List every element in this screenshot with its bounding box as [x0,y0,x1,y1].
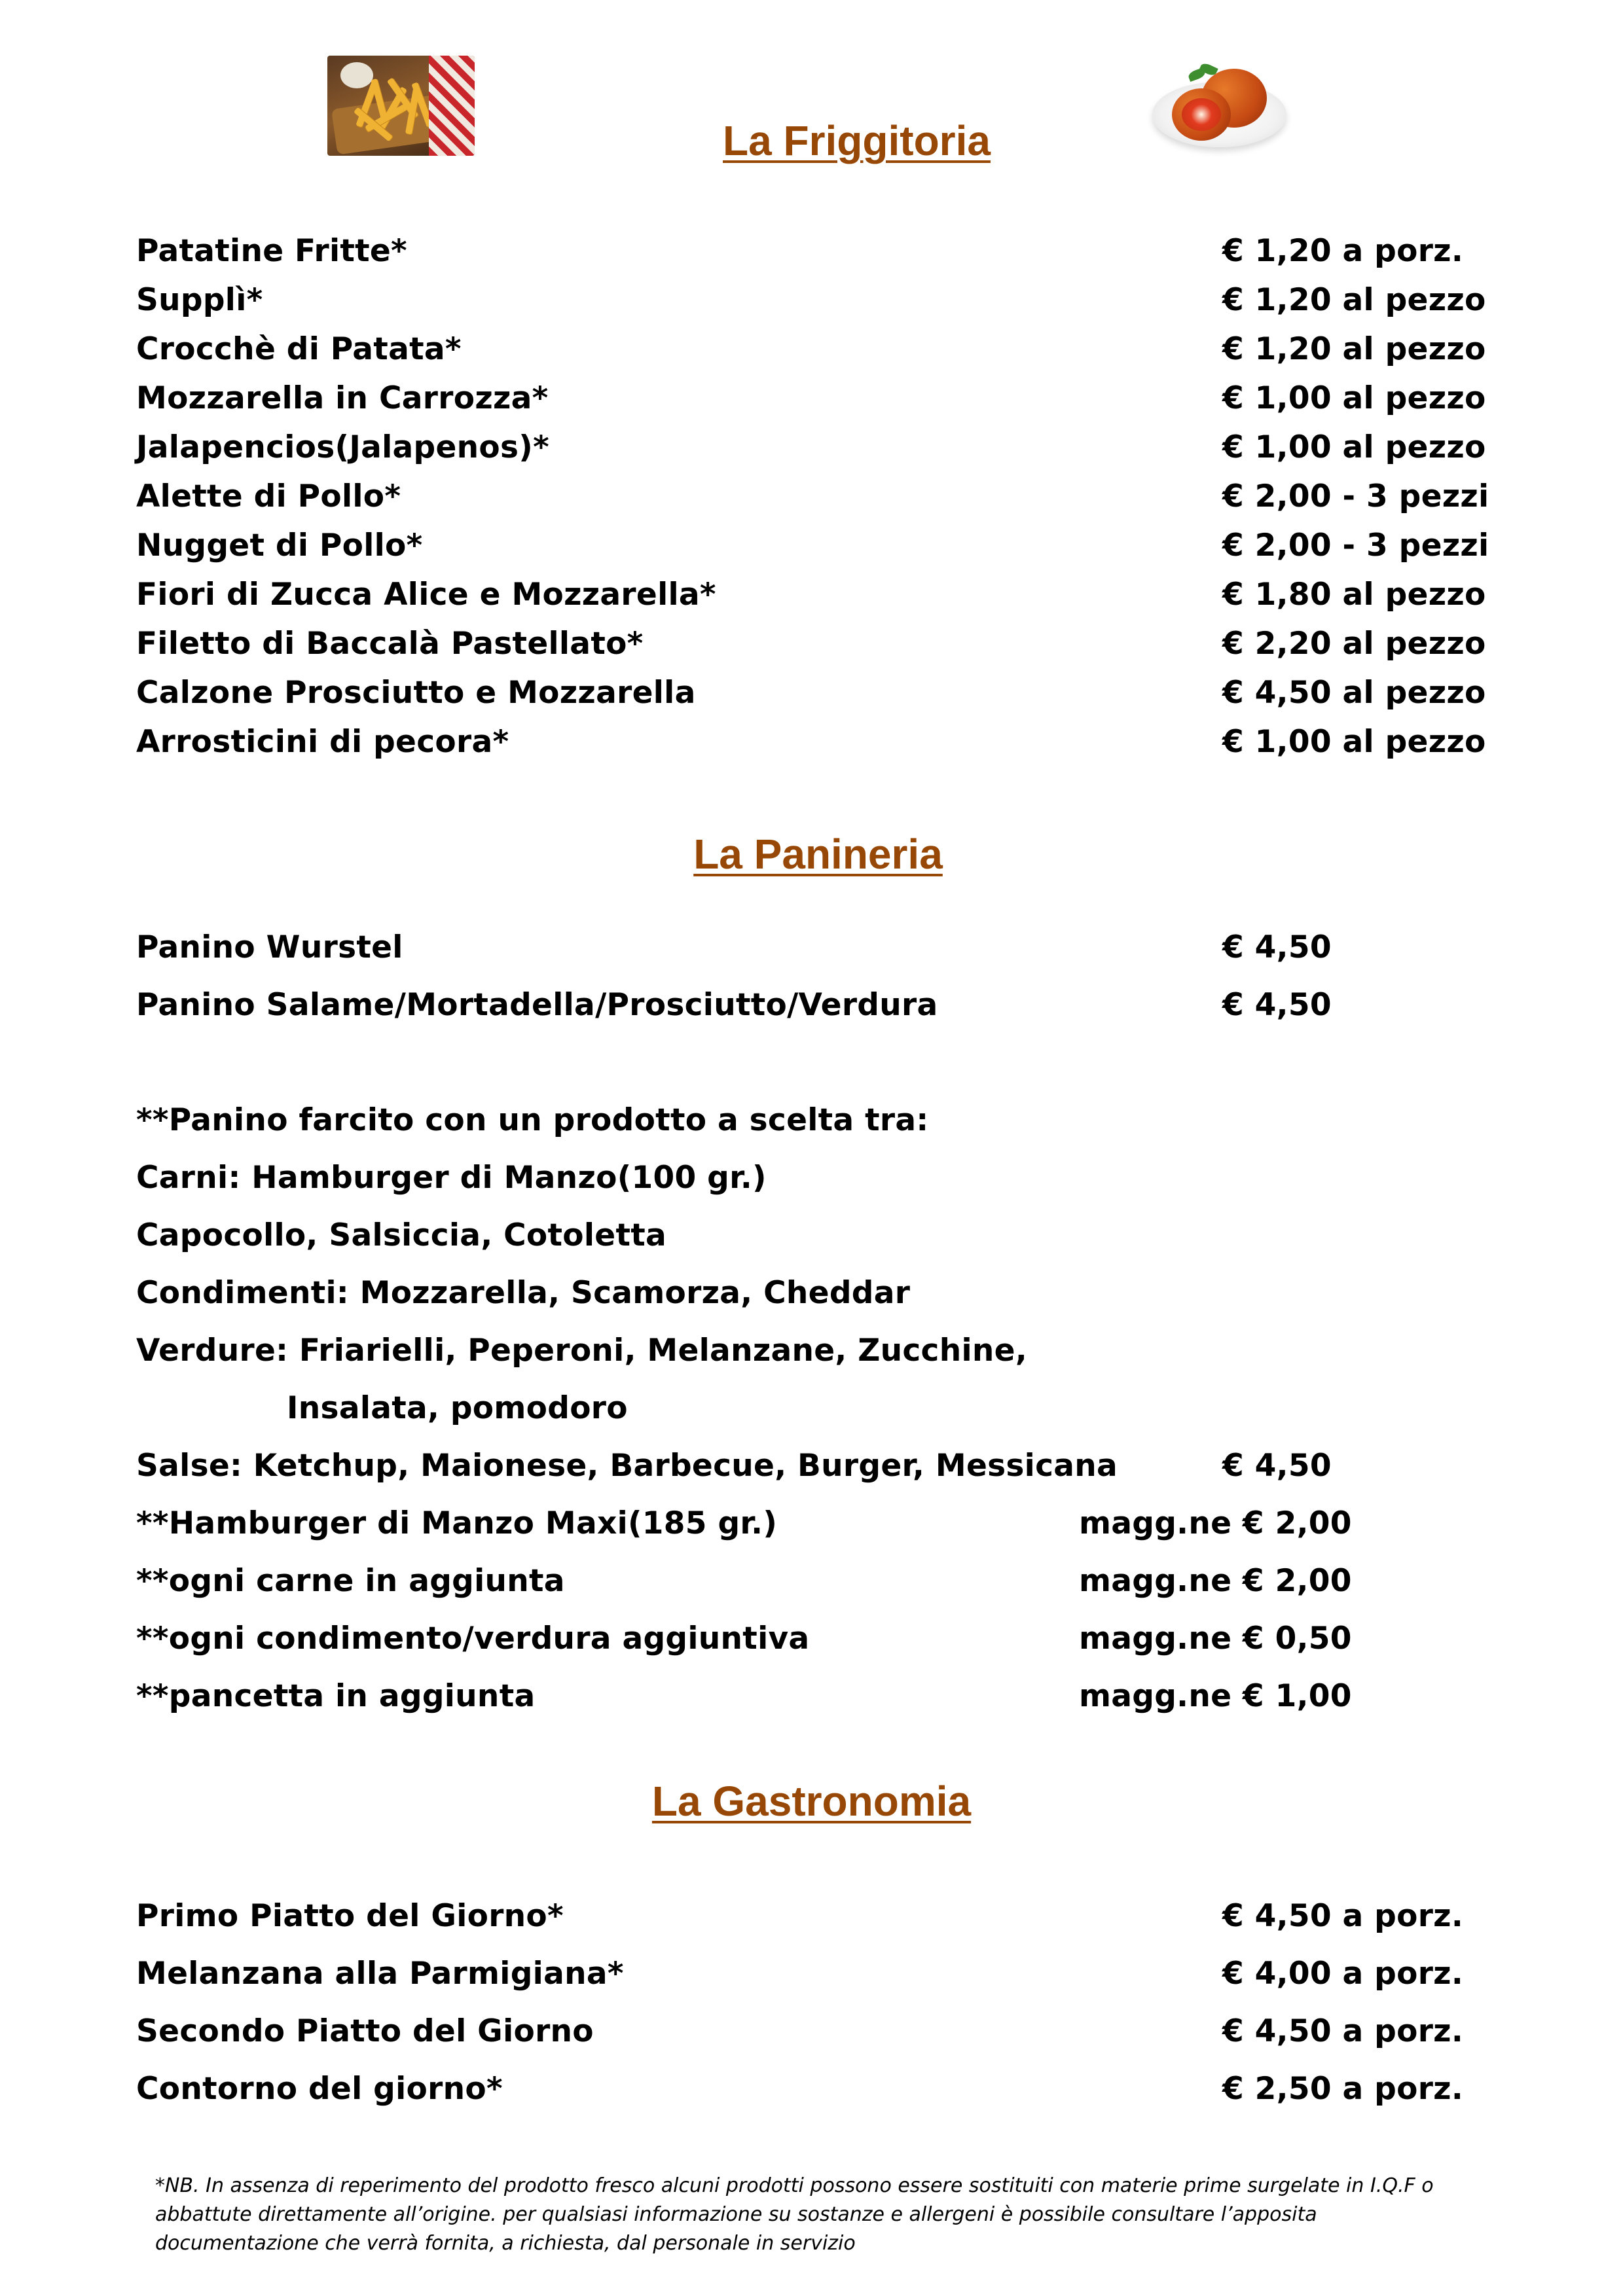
item-name: Panino Salame/Mortadella/Prosciutto/Verdura [136,987,938,1023]
farcito-condimenti: Condimenti: Mozzarella, Scamorza, Cheddar [136,1275,911,1311]
farcito-carni: Carni: Hamburger di Manzo(100 gr.) [136,1160,767,1196]
menu-item [0,2013,1623,2060]
item-name: Crocchè di Patata* [136,331,462,367]
menu-item [0,626,1623,673]
item-name: Nugget di Pollo* [136,528,423,564]
menu-item [0,987,1623,1034]
farcito-intro: **Panino farcito con un prodotto a scelta tra: [136,1102,929,1138]
section-title-panineria: La Panineria [693,831,943,878]
menu-item [0,724,1623,771]
farcito-salse: Salse: Ketchup, Maionese, Barbecue, Burger, Messicana € 4,50 [136,1448,1332,1484]
item-name: **ogni condimento/verdura aggiuntiva [136,1621,810,1657]
menu-item [0,331,1623,378]
item-price: € 4,00 a porz. [1222,1956,1463,1992]
item-name: Jalapencios(Jalapenos)* [136,429,549,465]
item-price: magg.ne € 0,50 [1079,1621,1352,1657]
item-price: € 2,00 - 3 pezzi [1222,528,1489,564]
item-name: Panino Wurstel [136,929,403,965]
menu-item [0,380,1623,427]
item-price: € 4,50 a porz. [1222,2013,1463,2049]
item-name: Supplì* [136,282,263,318]
item-name: Melanzana alla Parmigiana* [136,1956,624,1992]
menu-item [0,233,1623,280]
menu-item [0,429,1623,476]
item-price: magg.ne € 2,00 [1079,1563,1352,1599]
item-name: **ogni carne in aggiunta [136,1563,565,1599]
item-name: Fiori di Zucca Alice e Mozzarella* [136,577,716,613]
extra-item [0,1505,1623,1552]
menu-item [0,282,1623,329]
extra-item [0,1678,1623,1725]
item-price: € 2,20 al pezzo [1222,626,1486,662]
item-price: € 1,20 al pezzo [1222,282,1486,318]
footnote-line: *NB. In assenza di reperimento del prodotto fresco alcuni prodotti possono essere sostituiti con materie prime surgelate in I.Q.F o [155,2174,1434,2197]
item-price: € 4,50 [1222,929,1332,965]
footnote-line: documentazione che verrà fornita, a richiesta, dal personale in servizio [155,2232,856,2255]
item-price: € 4,50 [1222,1448,1332,1484]
item-price: € 1,00 al pezzo [1222,380,1486,416]
farcito-verdure: Verdure: Friarielli, Peperoni, Melanzane, Zucchine, [136,1333,1027,1369]
item-price: € 1,80 al pezzo [1222,577,1486,613]
section-title-gastronomia: La Gastronomia [651,1778,972,1825]
menu-item [0,528,1623,575]
item-price: € 1,00 al pezzo [1222,429,1486,465]
item-name: **pancetta in aggiunta [136,1678,536,1714]
item-price: € 2,00 - 3 pezzi [1222,478,1489,514]
item-price: € 4,50 al pezzo [1222,675,1486,711]
item-name: Patatine Fritte* [136,233,407,269]
section-title-friggitoria: La Friggitoria [723,117,991,164]
extra-item [0,1621,1623,1668]
item-name: Arrosticini di pecora* [136,724,509,760]
item-name: Calzone Prosciutto e Mozzarella [136,675,696,711]
item-name: Filetto di Baccalà Pastellato* [136,626,644,662]
menu-item [0,1898,1623,1945]
farcito-carni-more: Capocollo, Salsiccia, Cotoletta [136,1217,667,1253]
item-name: Alette di Pollo* [136,478,401,514]
item-price: € 2,50 a porz. [1222,2071,1463,2107]
item-name: Secondo Piatto del Giorno [136,2013,594,2049]
item-price: magg.ne € 2,00 [1079,1505,1352,1541]
item-name: Contorno del giorno* [136,2071,503,2107]
item-price: magg.ne € 1,00 [1079,1678,1352,1714]
menu-item [0,929,1623,977]
item-price: € 1,00 al pezzo [1222,724,1486,760]
item-price: € 4,50 [1222,987,1332,1023]
menu-item [0,675,1623,722]
item-price: € 4,50 a porz. [1222,1898,1463,1934]
extra-item [0,1563,1623,1610]
menu-item [0,2071,1623,2118]
farcito-verdure-more: Insalata, pomodoro [287,1390,628,1426]
allergen-footnote [155,2172,1465,2258]
item-name: Primo Piatto del Giorno* [136,1898,564,1934]
menu-item [0,577,1623,624]
menu-item [0,478,1623,526]
item-price: € 1,20 a porz. [1222,233,1463,269]
footnote-line: abbattute direttamente all’origine. per qualsiasi informazione su sostanze e allergeni è possibile consultare l’apposita [155,2203,1317,2226]
menu-item [0,1956,1623,2003]
item-price: € 1,20 al pezzo [1222,331,1486,367]
item-name: **Hamburger di Manzo Maxi(185 gr.) [136,1505,778,1541]
item-name: Mozzarella in Carrozza* [136,380,549,416]
